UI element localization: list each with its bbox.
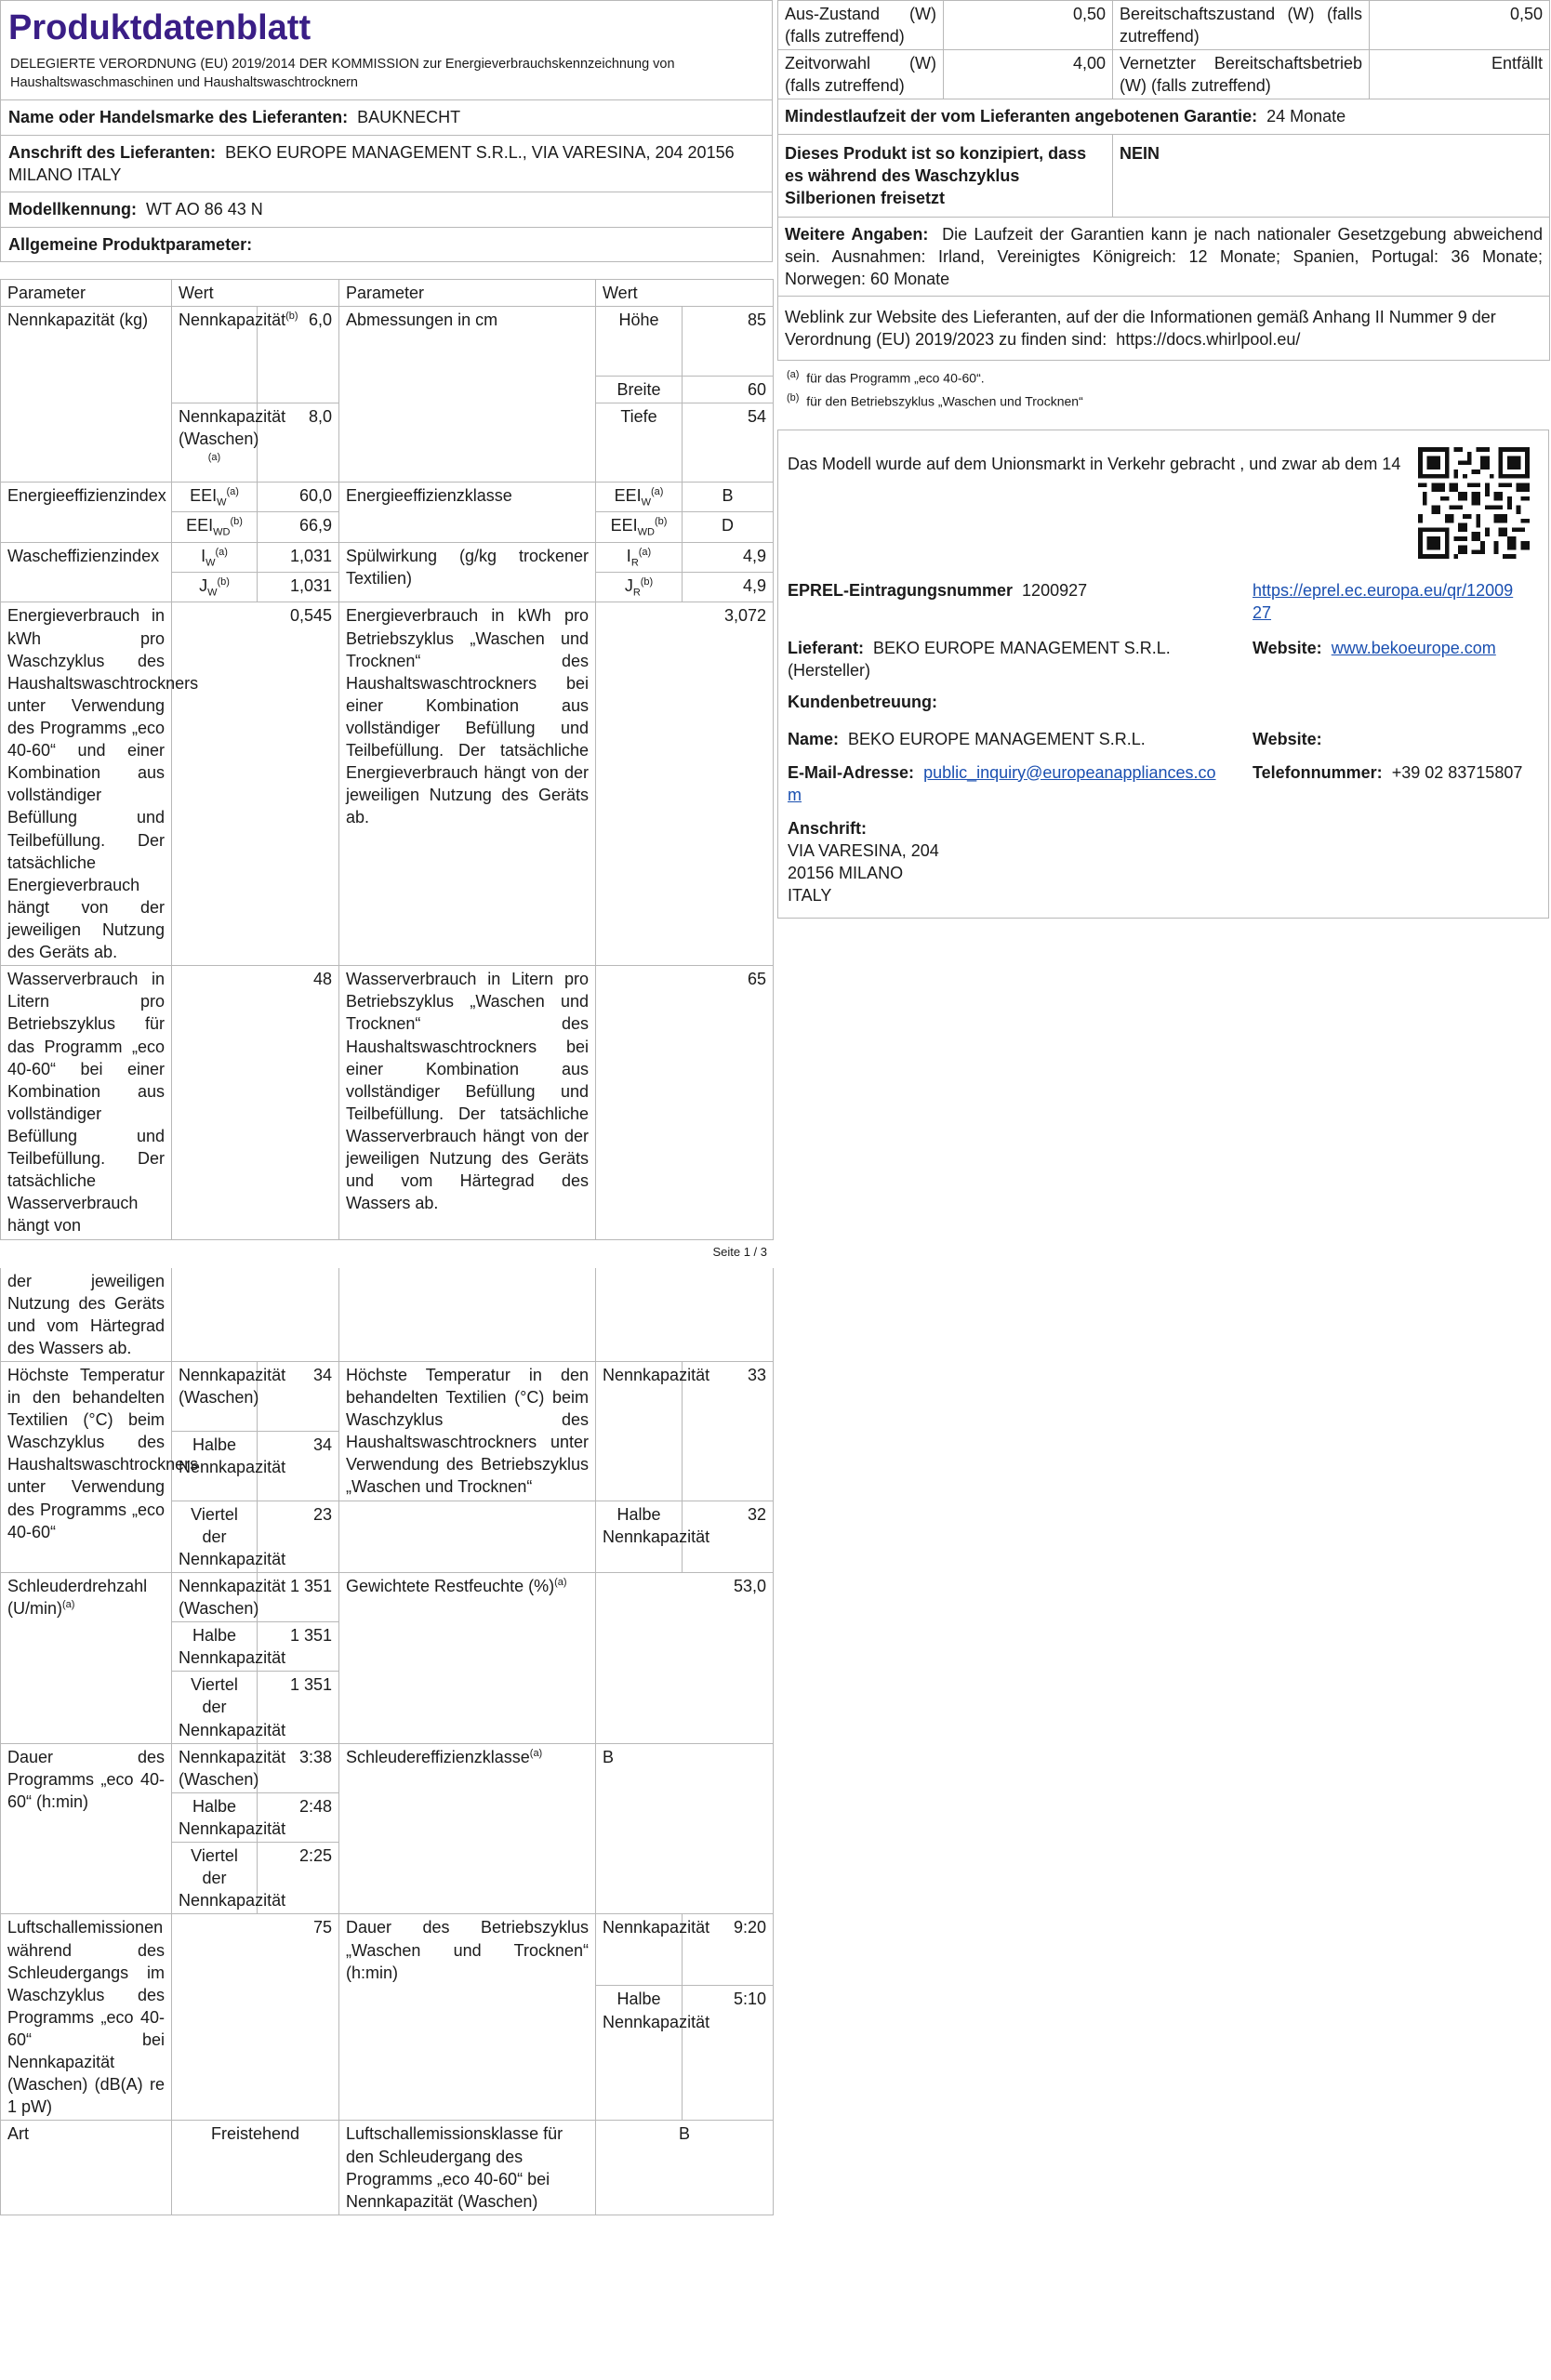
- eprel-website-label: Website:: [1253, 638, 1322, 657]
- spin-sub-3: Viertel der Nennkapazität: [172, 1672, 258, 1743]
- network-standby-value: Entfällt: [1370, 50, 1550, 99]
- text-fragment: J: [199, 576, 208, 596]
- off-mode-label: Aus-Zustand (W) (falls zutreffend): [778, 1, 944, 50]
- noise-class-label: Luftschallemissionsklasse für den Schleudergang des Programms „eco 40-60“ bei Nennkapazität (Waschen): [339, 2121, 596, 2215]
- table-row: [778, 134, 1550, 217]
- text-fragment: EEI: [186, 516, 214, 536]
- footnote-mark: (b): [230, 516, 243, 528]
- footnote-mark: (a): [787, 369, 800, 381]
- eei-sub-2: [172, 512, 258, 542]
- table-row: [1, 1914, 774, 1986]
- header-value-2: Wert: [596, 279, 774, 306]
- water-w-label: Wasserverbrauch in Litern pro Betriebszyklus für das Programm „eco 40-60“ bei einer Kombination aus vollständiger Befüllung und Teilbefüllung. Der tatsächliche Wasserverbrauch hängt von: [1, 966, 172, 1239]
- text-fragment: für das Programm „eco 40-60“.: [806, 371, 985, 387]
- cycle-wd-sub-2: Halbe Nennkapazität: [596, 1986, 683, 2121]
- rinse-sub-2: [596, 573, 683, 602]
- water-wd-value: 65: [596, 966, 774, 1239]
- temp-wd-value-2: 32: [683, 1501, 774, 1572]
- weblink-row: [778, 297, 1550, 361]
- qr-code-icon[interactable]: [1418, 447, 1530, 559]
- eprel-reg-value: 1200927: [1022, 580, 1088, 600]
- eclass-sub-2: [596, 512, 683, 542]
- model-row: [0, 192, 773, 227]
- text-fragment: I: [201, 546, 206, 565]
- wash-label: Wascheffizienzindex: [1, 542, 172, 602]
- service-address-line-3: ITALY: [788, 886, 832, 906]
- eprel-reg: [788, 579, 1243, 602]
- service-name: [788, 728, 1243, 750]
- service-address-label: Anschrift:: [788, 818, 867, 838]
- off-mode-value: 0,50: [944, 1, 1113, 50]
- rinse-sub-1: [596, 542, 683, 572]
- temp-wd-value-1: 33: [683, 1361, 774, 1501]
- customer-service-label: Kundenbetreuung:: [788, 692, 937, 711]
- eprel-website-link[interactable]: www.bekoeurope.com: [1331, 638, 1496, 657]
- footnote-mark: (b): [217, 576, 230, 588]
- table-row: [778, 1, 1550, 50]
- eprel-intro: Das Modell wurde auf dem Unionsmarkt in Verkehr gebracht , und zwar ab dem 14: [788, 454, 1401, 473]
- spin-sub-1: Nennkapazität (Waschen): [172, 1572, 258, 1621]
- cycle-wd-value-2: 5:10: [683, 1986, 774, 2121]
- footnote-mark: (b): [640, 576, 654, 588]
- subscript: R: [632, 587, 641, 599]
- footnote-a: [777, 361, 1549, 390]
- right-column: [777, 0, 1549, 919]
- service-email: [788, 761, 1225, 807]
- text-fragment: Nennkapazität (Waschen): [179, 407, 286, 449]
- energy-wd-value: 3,072: [596, 602, 774, 966]
- text-fragment: EEI: [190, 486, 218, 506]
- service-name-value: BEKO EUROPE MANAGEMENT S.R.L.: [848, 729, 1146, 748]
- supplier-name-label: Name oder Handelsmarke des Lieferanten:: [8, 108, 349, 127]
- subscript: W: [205, 557, 216, 569]
- delay-value: 4,00: [944, 50, 1113, 99]
- text-fragment: für den Betriebszyklus „Waschen und Trocknen“: [806, 393, 1083, 409]
- footnote-mark: (a): [638, 546, 652, 558]
- temp-wd-label: Höchste Temperatur in den behandelten Textilien (°C) beim Waschzyklus des Haushaltswaschtrockners unter Verwendung des Betriebszyklus „Waschen und Trocknen“: [339, 1361, 596, 1501]
- rinse-label: Spülwirkung (g/kg trockener Textilien): [339, 542, 596, 602]
- width-label: Breite: [596, 377, 683, 403]
- power-table: [777, 0, 1550, 361]
- header-param: Parameter: [1, 279, 172, 306]
- eprel-reg-label: EPREL-Eintragungsnummer: [788, 580, 1014, 600]
- parameter-table-continued: [0, 1268, 774, 2215]
- text-fragment: Gewichtete Restfeuchte (%): [346, 1576, 555, 1595]
- standby-value: 0,50: [1370, 1, 1550, 50]
- depth-value: 54: [683, 403, 774, 483]
- duration-label: Dauer des Programms „eco 40-60“ (h:min): [1, 1743, 172, 1914]
- supplier-name-row: [0, 100, 773, 135]
- eprel-url-link[interactable]: https://eprel.ec.europa.eu/qr/1200927: [1253, 580, 1514, 622]
- service-address-line-1: VIA VARESINA, 204: [788, 840, 939, 860]
- eclass-value-2: D: [683, 512, 774, 542]
- footnote-mark: (a): [62, 1599, 75, 1611]
- energy-w-label: Energieverbrauch in kWh pro Waschzyklus des Haushaltswaschtrockners unter Verwendung des Programms „eco 40-60“ und einer Kombination aus vollständiger Befüllung und Teilbefüllung. Der tatsächliche Energieverbrauch hängt von der jeweiligen Nutzung des Geräts ab.: [1, 602, 172, 966]
- service-phone-label: Telefonnummer:: [1253, 762, 1383, 782]
- table-row: [1, 1743, 774, 1792]
- service-email-label: E-Mail-Adresse:: [788, 762, 915, 782]
- text-fragment: I: [626, 546, 631, 565]
- table-row: [1, 602, 774, 966]
- text-fragment: EEI: [610, 516, 638, 536]
- capacity-value-2: 8,0: [258, 403, 339, 483]
- more-info-label: Weitere Angaben:: [785, 224, 929, 244]
- noise-class-value: B: [596, 2121, 774, 2215]
- subscript: WD: [213, 527, 231, 539]
- duration-sub-2: Halbe Nennkapazität: [172, 1792, 258, 1842]
- capacity-sub-1: [172, 307, 298, 403]
- width-value: 60: [683, 377, 774, 403]
- noise-label: Luftschallemissionen während des Schleudergangs im Waschzyklus des Programms „eco 40-60“ bei Nennkapazität (Waschen) (dB(A) re 1 pW): [1, 1914, 172, 2121]
- eei-label: Energieeffizienzindex: [1, 483, 172, 543]
- duration-value-1: 3:38: [258, 1743, 339, 1792]
- eprel-website: [1253, 637, 1531, 659]
- header-param-2: Parameter: [339, 279, 596, 306]
- wash-sub-1: [172, 542, 258, 572]
- moisture-label: [339, 1572, 596, 1743]
- regulation-text: DELEGIERTE VERORDNUNG (EU) 2019/2014 DER KOMMISSION zur Energieverbrauchskennzeichnung von Haushaltswaschmaschinen und Haushaltswaschtrocknern: [0, 54, 773, 100]
- eei-sub-1: [172, 483, 258, 512]
- header-value: Wert: [172, 279, 339, 306]
- table-row: [1, 1268, 774, 1362]
- spin-class-value: B: [596, 1743, 774, 1914]
- standby-label: Bereitschaftszustand (W) (falls zutreffend): [1113, 1, 1370, 50]
- temp-w-value-2: 34: [258, 1431, 339, 1501]
- table-row: [1, 966, 774, 1239]
- text-fragment: Nennkapazität: [179, 311, 286, 330]
- table-row: [1, 483, 774, 512]
- eei-value-2: 66,9: [258, 512, 339, 542]
- duration-sub-3: Viertel der Nennkapazität: [172, 1843, 258, 1914]
- table-row: [1, 1572, 774, 1621]
- eprel-supplier-label: Lieferant:: [788, 638, 865, 657]
- footnote-mark: (a): [226, 486, 239, 498]
- temp-w-sub-2: Halbe Nennkapazität: [172, 1431, 258, 1501]
- water-wd-label: Wasserverbrauch in Litern pro Betriebszyklus „Waschen und Trocknen“ des Haushaltswaschtrockners bei einer Kombination aus vollständiger Befüllung und Teilbefüllung. Der tatsächliche Wasserverbrauch hängt von der jeweiligen Nutzung des Geräts und vom Härtegrad des Wassers ab.: [339, 966, 596, 1239]
- subscript: W: [217, 496, 227, 509]
- warranty-row: [778, 99, 1550, 134]
- temp-w-label: Höchste Temperatur in den behandelten Textilien (°C) beim Waschzyklus des Haushaltswaschtrockners unter Verwendung des Programms „eco 40-60“: [1, 1361, 172, 1572]
- dimensions-label: Abmessungen in cm: [339, 307, 596, 483]
- water-w-value: 48: [172, 966, 339, 1239]
- text-fragment: Schleudereffizienzklasse: [346, 1747, 530, 1766]
- footnote-mark: (b): [285, 311, 298, 323]
- height-value: 85: [683, 307, 774, 377]
- general-params-label: Allgemeine Produktparameter:: [0, 228, 773, 262]
- subscript: W: [207, 587, 218, 599]
- temp-w-value-1: 34: [258, 1361, 339, 1431]
- table-row: [778, 99, 1550, 134]
- eprel-supplier-value: BEKO EUROPE MANAGEMENT S.R.L. (Hersteller): [788, 638, 1171, 680]
- table-row: [1, 2121, 774, 2215]
- text-fragment: J: [624, 576, 633, 596]
- silver-value: NEIN: [1113, 134, 1550, 217]
- more-info-text: Die Laufzeit der Garantien kann je nach nationaler Gesetzgebung abweichend sein. Ausnahmen: Irland, Vereinigtes Königreich: 12 Monate; Spanien, Portugal: 36 Monate; Norwegen: 60 Monate: [785, 224, 1543, 289]
- duration-value-2: 2:48: [258, 1792, 339, 1842]
- service-website-label: Website:: [1253, 729, 1322, 748]
- footnote-mark: (a): [554, 1576, 567, 1588]
- left-column: [0, 0, 773, 2215]
- table-row: [778, 217, 1550, 296]
- footnote-mark: (a): [207, 452, 221, 464]
- cycle-wd-sub-1: Nennkapazität: [596, 1914, 683, 1986]
- temp-wd-sub-2: Halbe Nennkapazität: [596, 1501, 683, 1572]
- subscript: WD: [637, 527, 655, 539]
- cycle-wd-label: Dauer des Betriebszyklus „Waschen und Trocknen“ (h:min): [339, 1914, 596, 2121]
- eclass-value-1: B: [683, 483, 774, 512]
- noise-value: 75: [172, 1914, 339, 2121]
- parameter-table: [0, 279, 774, 1240]
- energy-w-value: 0,545: [172, 602, 339, 966]
- table-row: [778, 297, 1550, 361]
- eei-value-1: 60,0: [258, 483, 339, 512]
- table-row: [778, 50, 1550, 99]
- duration-sub-1: Nennkapazität (Waschen): [172, 1743, 258, 1792]
- capacity-sub-2: [172, 403, 286, 483]
- spin-class-label: [339, 1743, 596, 1914]
- rinse-value-2: 4,9: [683, 573, 774, 602]
- table-row: [1, 542, 774, 572]
- service-phone-value: +39 02 83715807: [1391, 762, 1523, 782]
- footnote-mark: (b): [654, 516, 668, 528]
- table-row: [1, 307, 774, 377]
- model-label: Modellkennung:: [8, 200, 137, 219]
- supplier-name: BAUKNECHT: [357, 108, 461, 127]
- footnote-mark: (a): [650, 486, 664, 498]
- footnote-b: [777, 390, 1549, 413]
- warranty-value: 24 Monate: [1266, 107, 1346, 126]
- service-phone: [1253, 761, 1541, 784]
- model-value: WT AO 86 43 N: [146, 200, 263, 219]
- height-label: Höhe: [596, 307, 683, 377]
- address-value: BEKO EUROPE MANAGEMENT S.R.L., VIA VARESINA, 204 20156 MILANO ITALY: [8, 142, 735, 185]
- subscript: W: [641, 496, 651, 509]
- more-info: [778, 217, 1550, 296]
- eprel-supplier: [788, 637, 1243, 682]
- wash-sub-2: [172, 573, 258, 602]
- page-number: Seite 1 / 3: [712, 1244, 767, 1259]
- moisture-value: 53,0: [596, 1572, 774, 1743]
- table-row: [1, 1361, 774, 1431]
- spin-value-2: 1 351: [258, 1622, 339, 1672]
- spin-label: [1, 1572, 172, 1743]
- silver-label: Dieses Produkt ist so konzipiert, dass es während des Waschzyklus Silberionen freisetzt: [778, 134, 1113, 217]
- weblink-url[interactable]: https://docs.whirlpool.eu/: [1116, 330, 1301, 350]
- service-address: [788, 817, 1160, 907]
- subscript: R: [630, 557, 639, 569]
- temp-wd-sub-1: Nennkapazität: [596, 1361, 683, 1501]
- eclass-sub-1: [596, 483, 683, 512]
- spin-sub-2: Halbe Nennkapazität: [172, 1622, 258, 1672]
- rinse-value-1: 4,9: [683, 542, 774, 572]
- delay-label: Zeitvorwahl (W) (falls zutreffend): [778, 50, 944, 99]
- footnote-mark: (b): [787, 391, 800, 403]
- spin-value-3: 1 351: [258, 1672, 339, 1743]
- service-name-label: Name:: [788, 729, 840, 748]
- text-fragment: Schleuderdrehzahl (U/min): [7, 1576, 148, 1619]
- footnote-mark: (a): [215, 546, 228, 558]
- weblink-text: Weblink zur Website des Lieferanten, auf der die Informationen gemäß Anhang II Nummer 9 der Verordnung (EU) 2019/2023 zu finden sind:: [785, 308, 1496, 350]
- temp-w-value-3: 23: [258, 1501, 339, 1572]
- eclass-label: Energieeffizienzklasse: [339, 483, 596, 543]
- page-title: Produktdatenblatt: [0, 0, 773, 54]
- table-header: [1, 279, 774, 306]
- service-address-line-2: 20156 MILANO: [788, 864, 904, 883]
- service-email-link[interactable]: public_inquiry@europeanappliances.com: [788, 762, 1216, 804]
- type-value: Freistehend: [172, 2121, 339, 2215]
- water-w-label-cont: der jeweiligen Nutzung des Geräts und vom Härtegrad des Wassers ab.: [1, 1268, 172, 1362]
- address-label: Anschrift des Lieferanten:: [8, 142, 217, 162]
- spin-value-1: 1 351: [258, 1572, 339, 1621]
- temp-w-sub-1: Nennkapazität (Waschen): [172, 1361, 258, 1431]
- supplier-address-row: [0, 136, 773, 193]
- type-label: Art: [1, 2121, 172, 2215]
- footnote-mark: (a): [529, 1747, 543, 1759]
- capacity-label: Nennkapazität (kg): [1, 307, 172, 483]
- depth-label: Tiefe: [596, 403, 683, 483]
- wash-value-2: 1,031: [258, 573, 339, 602]
- cycle-wd-value-1: 9:20: [683, 1914, 774, 1986]
- wash-value-1: 1,031: [258, 542, 339, 572]
- temp-w-sub-3: Viertel der Nennkapazität: [172, 1501, 258, 1572]
- warranty-label: Mindestlaufzeit der vom Lieferanten angebotenen Garantie:: [785, 107, 1258, 126]
- capacity-value-1: 6,0: [258, 307, 339, 403]
- text-fragment: EEI: [614, 486, 642, 506]
- network-standby-label: Vernetzter Bereitschaftsbetrieb (W) (falls zutreffend): [1113, 50, 1370, 99]
- duration-value-3: 2:25: [258, 1843, 339, 1914]
- energy-wd-label: Energieverbrauch in kWh pro Betriebszyklus „Waschen und Trocknen“ des Haushaltswaschtrockners bei einer Kombination aus vollständiger Befüllung und Teilbefüllung. Der tatsächliche Energieverbrauch hängt von der jeweiligen Nutzung des Geräts ab.: [339, 602, 596, 966]
- eprel-box: [777, 430, 1549, 919]
